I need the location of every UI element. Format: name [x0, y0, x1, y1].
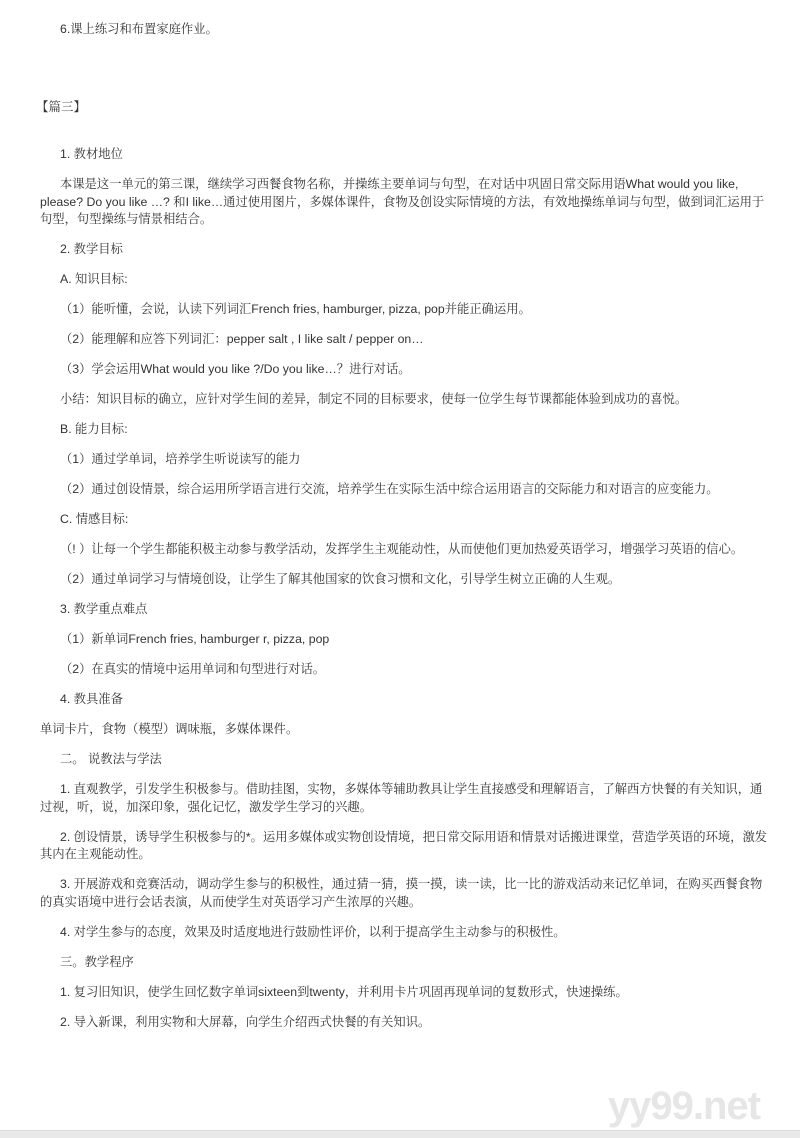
paragraph: 本课是这一单元的第三课，继续学习西餐食物名称，并操练主要单词与句型，在对话中巩固日常交际用语What would you like, please? Do you like …? 和I like…通过使用图片，多媒体课件，食物及创设实际情境的方法，有效地操练单词与句型，做到词汇运用于句型，句型操练与情景相结合。 — [40, 177, 765, 226]
paragraph: 2. 导入新课，利用实物和大屏幕，向学生介绍西式快餐的有关知识。 — [60, 1014, 431, 1029]
heading: 2. 教学目标 — [60, 242, 123, 256]
heading: 1. 教材地位 — [60, 147, 123, 161]
list-item: （! ）让每一个学生都能积极主动参与教学活动，发挥学生主观能动性，从而使他们更加热爱英语学习，增强学习英语的信心。 — [60, 542, 744, 556]
list-item: （2）通过创设情景，综合运用所学语言进行交流，培养学生在实际生活中综合运用语言的交际能力和对语言的应变能力。 — [60, 482, 719, 496]
heading: 二。 说教法与学法 — [60, 752, 162, 766]
heading: 4. 教具准备 — [60, 692, 123, 706]
list-item: （2）在真实的情境中运用单词和句型进行对话。 — [60, 662, 326, 676]
paragraph: 1. 复习旧知识，使学生回忆数字单词sixteen到twenty，并利用卡片巩固再现单词的复数形式，快速操练。 — [60, 984, 628, 999]
heading: 三。教学程序 — [60, 954, 134, 969]
document-body — [36, 21, 770, 1044]
heading: C. 情感目标: — [60, 512, 129, 526]
list-item: （1）通过学单词，培养学生听说读写的能力 — [60, 452, 301, 466]
section-title: 【篇三】 — [36, 100, 87, 114]
heading: 3. 教学重点难点 — [60, 602, 148, 616]
paragraph: 单词卡片，食物（模型）调味瓶，多媒体课件。 — [40, 722, 299, 736]
list-item: （2）通过单词学习与情境创设，让学生了解其他国家的饮食习惯和文化，引导学生树立正确的人生观。 — [60, 572, 621, 586]
heading: B. 能力目标: — [60, 422, 128, 436]
paragraph: 4. 对学生参与的态度，效果及时适度地进行鼓励性评价，以利于提高学生主动参与的积极性。 — [60, 924, 566, 939]
paragraph: 2. 创设情景，诱导学生积极参与的*。运用多媒体或实物创设情境，把日常交际用语和情景对话搬进课堂，营造学英语的环境，激发其内在主观能动性。 — [40, 829, 768, 861]
heading: A. 知识目标: — [60, 272, 128, 286]
paragraph: 小结：知识目标的确立，应针对学生间的差异，制定不同的目标要求，使每一位学生每节课都能体验到成功的喜悦。 — [60, 392, 688, 406]
watermark: yy99.net — [607, 1084, 760, 1128]
paragraph: 1. 直观教学，引发学生积极参与。借助挂图，实物，多媒体等辅助教具让学生直接感受和理解语言，了解西方快餐的有关知识，通过视，听，说，加深印象，强化记忆，激发学生学习的兴趣。 — [40, 782, 763, 814]
paragraph: 6.课上练习和布置家庭作业。 — [60, 22, 218, 36]
list-item: （2）能理解和应答下列词汇：pepper salt , I like salt / pepper on… — [60, 332, 424, 346]
paragraph: 3. 开展游戏和竞赛活动，调动学生参与的积极性，通过猜一猜，摸一摸，读一读，比一比的游戏活动来记忆单词，在购买西餐食物的真实语境中进行会话表演，从而使学生对英语学习产生浓厚的兴趣。 — [40, 877, 763, 909]
list-item: （3）学会运用What would you like ?/Do you like…？进行对话。 — [60, 362, 411, 376]
list-item: （1）能听懂，会说，认读下列词汇French fries, hamburger, pizza, pop并能正确运用。 — [60, 302, 531, 316]
list-item: （1）新单词French fries, hamburger r, pizza, pop — [60, 632, 330, 646]
